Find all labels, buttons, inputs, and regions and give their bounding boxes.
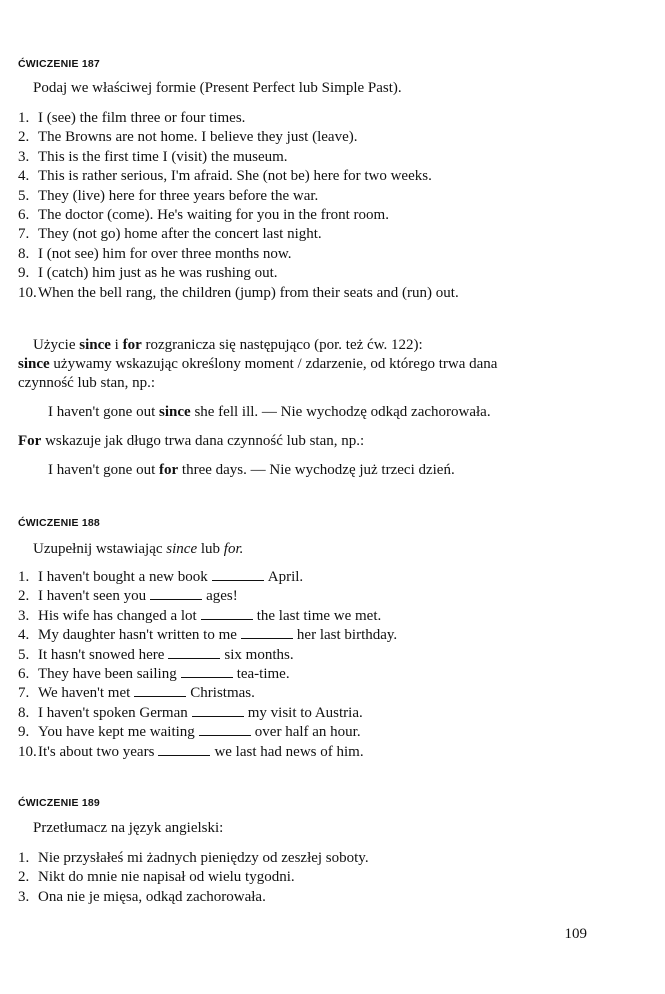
answer-blank[interactable]	[192, 705, 244, 717]
item-number: 7.	[18, 226, 30, 243]
item-text-before: We haven't met	[38, 685, 131, 702]
since-example	[48, 404, 491, 421]
item-text: Nie przysłałeś mi żadnych pieniędzy od zeszłej soboty.	[38, 850, 369, 866]
page-number: 109	[564, 926, 587, 942]
list-item	[18, 888, 369, 907]
exercise-189-instruction: Przetłumacz na język angielski:	[33, 820, 224, 836]
item-number: 3.	[18, 148, 30, 165]
list-item	[18, 704, 397, 723]
item-text: They (live) here for three years before the war.	[38, 187, 319, 204]
item-number: 2.	[18, 588, 30, 605]
item-text-before: His wife has changed a lot	[38, 607, 197, 624]
item-text-before: It's about two years	[38, 743, 155, 760]
item-text-before: It hasn't snowed here	[38, 646, 165, 663]
item-text-after: my visit to Austria.	[247, 704, 363, 721]
for-example	[48, 462, 455, 479]
item-number: 1.	[18, 569, 30, 585]
keyword-since: since	[159, 404, 191, 420]
item-number: 5.	[18, 187, 30, 204]
answer-blank[interactable]	[168, 647, 220, 659]
list-item	[18, 245, 459, 264]
item-number: 6.	[18, 206, 30, 223]
item-text-after: Christmas.	[190, 685, 255, 702]
example-text: she fell ill. — Nie wychodzę odkąd zachorowała.	[190, 404, 491, 420]
keyword-since: since	[166, 541, 198, 557]
item-number: 8.	[18, 245, 30, 262]
list-item	[18, 264, 459, 283]
keyword-for: for	[159, 462, 179, 478]
keyword-since: since	[79, 337, 111, 353]
list-item	[18, 849, 369, 868]
list-item	[18, 626, 397, 645]
item-text-before: My daughter hasn't written to me	[38, 627, 237, 644]
instruction-text: Uzupełnij wstawiając	[33, 541, 167, 557]
item-number: 1.	[18, 850, 30, 866]
for-rule-text: wskazuje jak długo trwa dana czynność lub stan, np.:	[41, 433, 365, 449]
item-number: 6.	[18, 665, 30, 682]
answer-blank[interactable]	[134, 685, 186, 697]
item-text: When the bell rang, the children (jump) from their seats and (run) out.	[38, 284, 459, 301]
item-number: 2.	[18, 129, 30, 146]
item-text: Ona nie je mięsa, odkąd zachorowała.	[38, 888, 266, 905]
exercise-189-list	[18, 849, 369, 907]
item-number: 8.	[18, 704, 30, 721]
item-text: The Browns are not home. I believe they just (leave).	[38, 129, 358, 146]
item-number: 3.	[18, 888, 30, 905]
item-text: Nikt do mnie nie napisał od wielu tygodni.	[38, 869, 295, 886]
item-text-after: we last had news of him.	[214, 743, 364, 760]
list-item	[18, 167, 459, 186]
grammar-intro-text: i	[110, 337, 123, 353]
exercise-188-instruction	[33, 541, 243, 558]
exercise-187-instruction: Podaj we właściwej formie (Present Perfect lub Simple Past).	[33, 80, 402, 96]
exercise-188-list	[18, 568, 397, 762]
exercise-189-heading: ĆWICZENIE 189	[18, 797, 100, 809]
answer-blank[interactable]	[241, 627, 293, 639]
keyword-for: for	[122, 337, 142, 353]
item-text: This is rather serious, I'm afraid. She (not be) here for two weeks.	[38, 168, 432, 185]
example-text: three days. — Nie wychodzę już trzeci dzień.	[178, 462, 455, 478]
list-item	[18, 225, 459, 244]
list-item	[18, 607, 397, 626]
list-item	[18, 148, 459, 167]
example-text: I haven't gone out	[48, 462, 160, 478]
list-item	[18, 665, 397, 684]
item-text-after: April.	[267, 569, 304, 585]
list-item	[18, 646, 397, 665]
item-text: I (see) the film three or four times.	[38, 110, 246, 126]
list-item	[18, 206, 459, 225]
exercise-188-heading: ĆWICZENIE 188	[18, 517, 100, 529]
item-text-before: They have been sailing	[38, 665, 177, 682]
item-text: I (catch) him just as he was rushing out.	[38, 265, 278, 282]
grammar-intro-text: rozgranicza się następująco (por. też ćw. 122):	[141, 337, 423, 353]
item-number: 9.	[18, 724, 30, 741]
answer-blank[interactable]	[181, 666, 233, 678]
item-number: 10.	[18, 743, 37, 760]
item-number: 5.	[18, 646, 30, 663]
item-text: They (not go) home after the concert last night.	[38, 226, 322, 243]
list-item	[18, 587, 397, 606]
answer-blank[interactable]	[212, 569, 264, 581]
item-number: 1.	[18, 110, 30, 126]
grammar-intro	[33, 337, 423, 354]
since-rule-line2: czynność lub stan, np.:	[18, 375, 156, 391]
exercise-187-list	[18, 109, 459, 303]
item-number: 9.	[18, 265, 30, 282]
for-rule	[18, 433, 364, 450]
item-number: 4.	[18, 627, 30, 644]
item-text-after: over half an hour.	[254, 724, 361, 741]
answer-blank[interactable]	[158, 744, 210, 756]
item-number: 10.	[18, 284, 37, 301]
item-text-after: ages!	[206, 588, 238, 605]
keyword-since: since	[18, 356, 50, 372]
answer-blank[interactable]	[201, 608, 253, 620]
item-text-after: her last birthday.	[296, 627, 398, 644]
list-item	[18, 109, 459, 128]
item-text-after: six months.	[224, 646, 294, 663]
list-item	[18, 568, 397, 587]
list-item	[18, 723, 397, 742]
item-number: 4.	[18, 168, 30, 185]
list-item	[18, 743, 397, 762]
list-item	[18, 868, 369, 887]
answer-blank[interactable]	[150, 588, 202, 600]
item-number: 2.	[18, 869, 30, 886]
grammar-intro-text: Użycie	[33, 337, 80, 353]
item-text: This is the first time I (visit) the museum.	[38, 148, 288, 165]
item-text-before: I haven't seen you	[38, 588, 147, 605]
since-rule-text: używamy wskazując określony moment / zdarzenie, od którego trwa dana	[49, 356, 498, 372]
instruction-text: lub	[197, 541, 224, 557]
example-text: I haven't gone out	[48, 404, 160, 420]
since-rule-line1	[18, 356, 497, 373]
item-text-after: tea-time.	[236, 665, 290, 682]
item-number: 3.	[18, 607, 30, 624]
list-item	[18, 684, 397, 703]
keyword-for: For	[18, 433, 42, 449]
list-item	[18, 128, 459, 147]
keyword-for: for.	[223, 541, 244, 557]
item-text-before: I haven't bought a new book	[38, 569, 208, 585]
item-text-before: I haven't spoken German	[38, 704, 188, 721]
list-item	[18, 187, 459, 206]
exercise-187-heading: ĆWICZENIE 187	[18, 58, 100, 70]
answer-blank[interactable]	[199, 724, 251, 736]
item-text-before: You have kept me waiting	[38, 724, 195, 741]
item-text: The doctor (come). He's waiting for you in the front room.	[38, 206, 389, 223]
list-item	[18, 284, 459, 303]
item-number: 7.	[18, 685, 30, 702]
item-text-after: the last time we met.	[256, 607, 382, 624]
item-text: I (not see) him for over three months now.	[38, 245, 292, 262]
